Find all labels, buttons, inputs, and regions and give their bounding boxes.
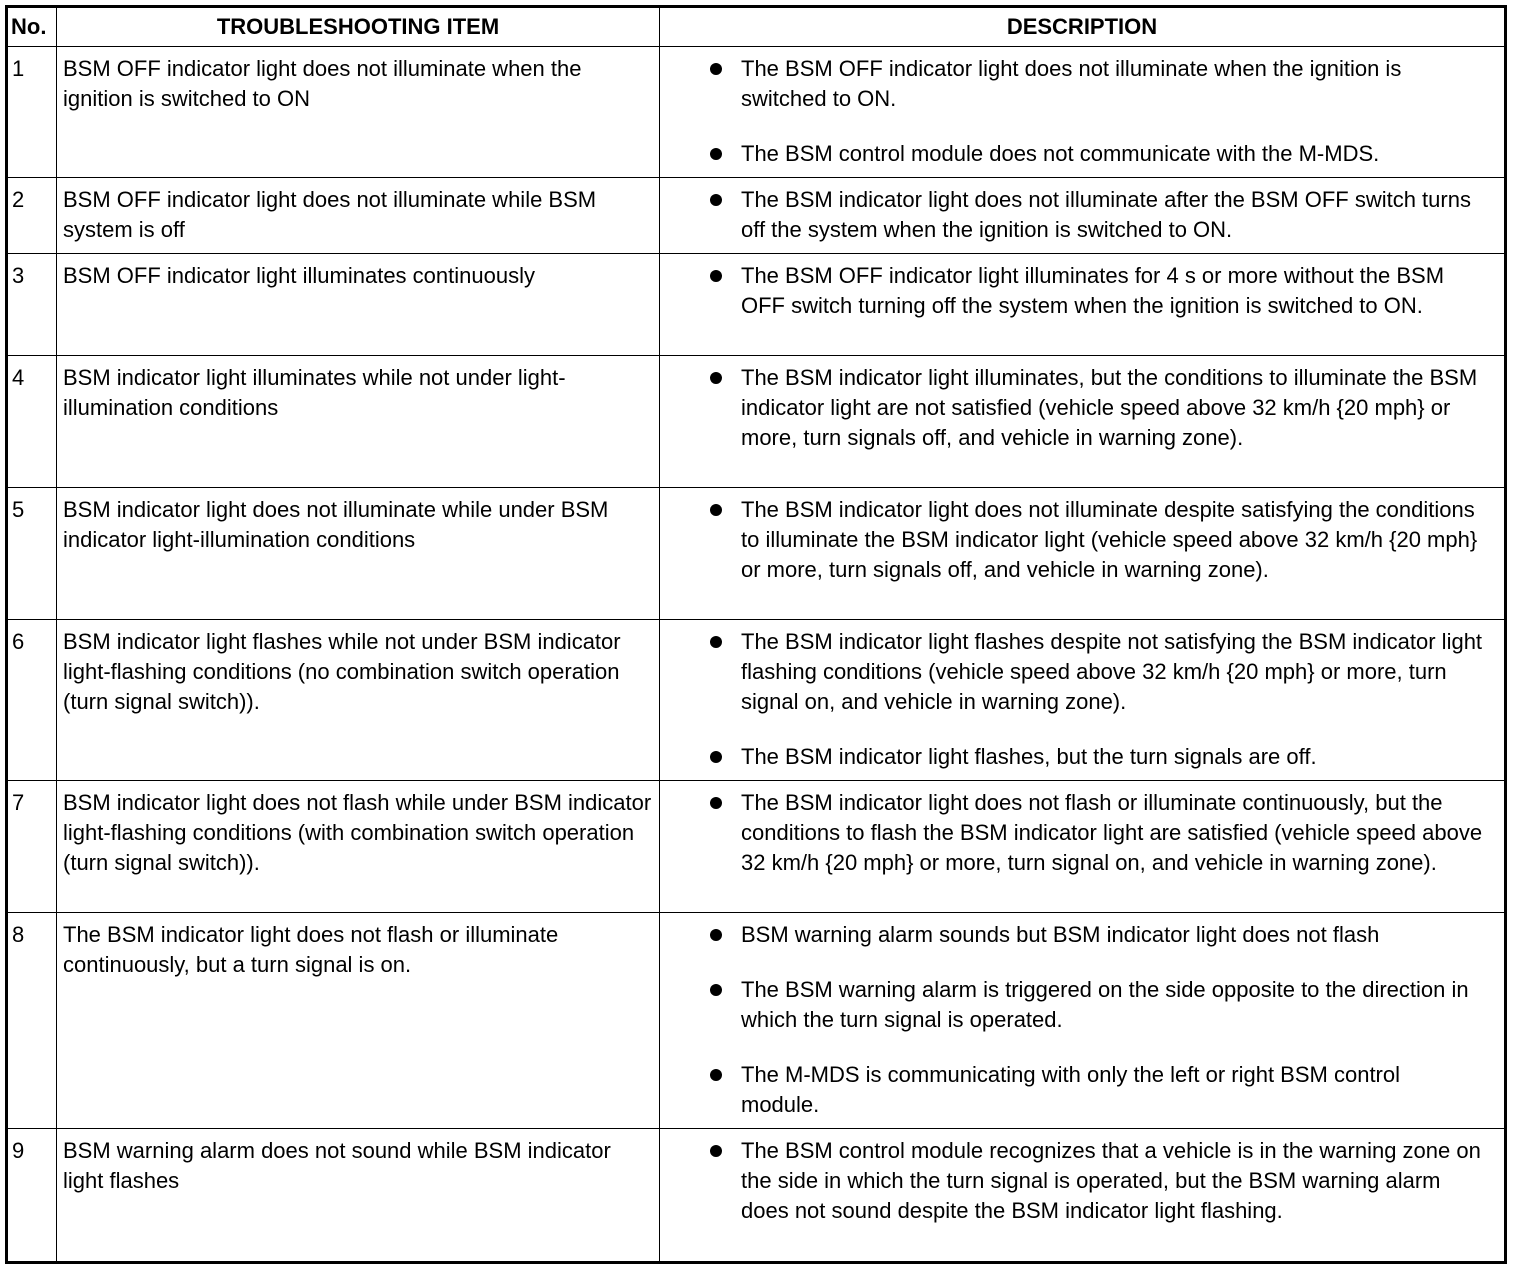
description-cell — [660, 1129, 1506, 1263]
description-text: The BSM indicator light does not illuminate after the BSM OFF switch turns off the system when the ignition is switched to ON. — [741, 187, 1471, 242]
description-list — [710, 363, 1484, 453]
description-cell — [660, 47, 1506, 178]
description-cell — [660, 913, 1506, 1129]
description-item — [710, 975, 1484, 1035]
bullet-icon — [710, 504, 722, 516]
description-item — [710, 54, 1484, 114]
description-text: The BSM indicator light illuminates, but the conditions to illuminate the BSM indicator light are not satisfied (vehicle speed above 32 km/h {20 mph} or more, turn signals off, and vehicle in warning zone). — [741, 365, 1478, 450]
description-cell — [660, 356, 1506, 488]
description-text: BSM warning alarm sounds but BSM indicator light does not flash — [741, 922, 1380, 947]
table-row — [7, 1129, 1506, 1263]
description-item — [710, 185, 1484, 245]
description-list — [710, 920, 1484, 1120]
row-number: 6 — [7, 620, 57, 781]
header-description: DESCRIPTION — [660, 7, 1506, 47]
bullet-icon — [710, 148, 722, 160]
troubleshooting-item: BSM warning alarm does not sound while BSM indicator light flashes — [57, 1129, 660, 1263]
bullet-icon — [710, 270, 722, 282]
troubleshooting-item: BSM OFF indicator light does not illuminate when the ignition is switched to ON — [57, 47, 660, 178]
bullet-icon — [710, 1145, 722, 1157]
bullet-icon — [710, 636, 722, 648]
row-number: 2 — [7, 178, 57, 254]
troubleshooting-item: BSM OFF indicator light illuminates continuously — [57, 254, 660, 356]
description-item — [710, 742, 1484, 772]
description-list — [710, 261, 1484, 321]
row-number: 8 — [7, 913, 57, 1129]
description-list — [710, 185, 1484, 245]
troubleshooting-item: BSM indicator light does not flash while under BSM indicator light-flashing conditions (with combination switch operation (turn signal switch)). — [57, 781, 660, 913]
description-list — [710, 788, 1484, 878]
row-number: 4 — [7, 356, 57, 488]
description-list — [710, 627, 1484, 772]
description-text: The M-MDS is communicating with only the left or right BSM control module. — [741, 1062, 1401, 1117]
description-item — [710, 1136, 1484, 1226]
troubleshooting-item: BSM indicator light does not illuminate while under BSM indicator light-illumination conditions — [57, 488, 660, 620]
table-row — [7, 356, 1506, 488]
table-row — [7, 47, 1506, 178]
description-item — [710, 1060, 1484, 1120]
table-row — [7, 620, 1506, 781]
bullet-icon — [710, 372, 722, 384]
description-item — [710, 495, 1484, 585]
header-item: TROUBLESHOOTING ITEM — [57, 7, 660, 47]
bullet-icon — [710, 984, 722, 996]
troubleshooting-item: The BSM indicator light does not flash or illuminate continuously, but a turn signal is on. — [57, 913, 660, 1129]
description-item — [710, 139, 1484, 169]
bullet-icon — [710, 1069, 722, 1081]
description-cell — [660, 178, 1506, 254]
row-number: 5 — [7, 488, 57, 620]
description-cell — [660, 254, 1506, 356]
bullet-icon — [710, 751, 722, 763]
description-item — [710, 627, 1484, 717]
description-text: The BSM indicator light does not flash or illuminate continuously, but the conditions to flash the BSM indicator light are satisfied (vehicle speed above 32 km/h {20 mph} or more, turn signal on, and vehicle in warning zone). — [741, 790, 1483, 875]
troubleshooting-item: BSM OFF indicator light does not illuminate while BSM system is off — [57, 178, 660, 254]
row-number: 9 — [7, 1129, 57, 1263]
table-row — [7, 178, 1506, 254]
description-text: The BSM indicator light does not illuminate despite satisfying the conditions to illuminate the BSM indicator light (vehicle speed above 32 km/h {20 mph} or more, turn signals off, and vehicle in warning zone). — [741, 497, 1478, 582]
description-text: The BSM OFF indicator light illuminates for 4 s or more without the BSM OFF switch turning off the system when the ignition is switched to ON. — [741, 263, 1445, 318]
row-number: 1 — [7, 47, 57, 178]
table-row — [7, 781, 1506, 913]
table-row — [7, 254, 1506, 356]
header-row — [7, 7, 1506, 47]
description-item — [710, 363, 1484, 453]
description-cell — [660, 488, 1506, 620]
row-number: 3 — [7, 254, 57, 356]
description-text: The BSM indicator light flashes despite not satisfying the BSM indicator light flashing conditions (vehicle speed above 32 km/h {20 mph} or more, turn signal on, and vehicle in warning zone). — [741, 629, 1483, 714]
bullet-icon — [710, 797, 722, 809]
description-list — [710, 1136, 1484, 1226]
row-number: 7 — [7, 781, 57, 913]
header-no: No. — [7, 7, 57, 47]
description-cell — [660, 620, 1506, 781]
description-item — [710, 788, 1484, 878]
bullet-icon — [710, 63, 722, 75]
description-text: The BSM control module recognizes that a vehicle is in the warning zone on the side in which the turn signal is operated, but the BSM warning alarm does not sound despite the BSM indicator light flashing. — [741, 1138, 1481, 1223]
description-cell — [660, 781, 1506, 913]
description-text: The BSM OFF indicator light does not illuminate when the ignition is switched to ON. — [741, 56, 1402, 111]
description-list — [710, 495, 1484, 585]
description-text: The BSM indicator light flashes, but the turn signals are off. — [741, 744, 1317, 769]
description-text: The BSM control module does not communicate with the M-MDS. — [741, 141, 1380, 166]
bullet-icon — [710, 194, 722, 206]
description-item — [710, 261, 1484, 321]
description-item — [710, 920, 1484, 950]
description-text: The BSM warning alarm is triggered on the side opposite to the direction in which the turn signal is operated. — [741, 977, 1469, 1032]
troubleshooting-item: BSM indicator light illuminates while not under light-illumination conditions — [57, 356, 660, 488]
troubleshooting-table — [5, 5, 1507, 1264]
troubleshooting-item: BSM indicator light flashes while not under BSM indicator light-flashing conditions (no combination switch operation (turn signal switch)). — [57, 620, 660, 781]
table-row — [7, 488, 1506, 620]
table-row — [7, 913, 1506, 1129]
description-list — [710, 54, 1484, 169]
bullet-icon — [710, 929, 722, 941]
